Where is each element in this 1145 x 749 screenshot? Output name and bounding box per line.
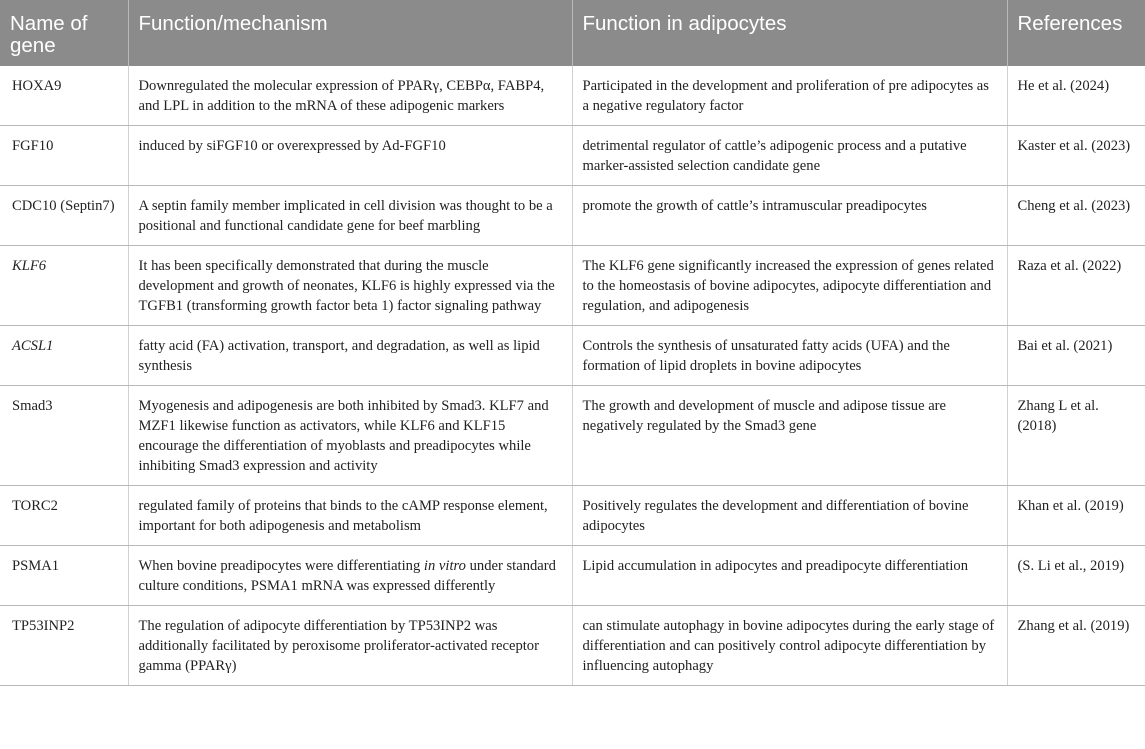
header-mechanism: Function/mechanism (128, 0, 572, 66)
reference-cell: Zhang et al. (2019) (1007, 606, 1145, 686)
adipocyte-function-cell: Positively regulates the development and differentiation of bovine adipocytes (572, 486, 1007, 546)
reference-cell: Zhang L et al. (2018) (1007, 386, 1145, 486)
table-row (0, 246, 1145, 326)
mechanism-text-part: under standard culture conditions, PSMA1 mRNA was expressed differently (138, 558, 556, 594)
reference-cell: He et al. (2024) (1007, 66, 1145, 126)
header-adipocytes: Function in adipocytes (572, 0, 1007, 66)
gene-name: TP53INP2 (0, 606, 128, 686)
mechanism-cell: Downregulated the molecular expression of PPARγ, CEBPα, FABP4, and LPL in addition to the mRNA of these adipogenic markers (128, 66, 572, 126)
adipocyte-function-cell: can stimulate autophagy in bovine adipocytes during the early stage of differentiation and can positively control adipocyte differentiation by influencing autophagy (572, 606, 1007, 686)
adipocyte-function-cell: The growth and development of muscle and adipose tissue are negatively regulated by the Smad3 gene (572, 386, 1007, 486)
table-row (0, 546, 1145, 606)
mechanism-cell: Myogenesis and adipogenesis are both inhibited by Smad3. KLF7 and MZF1 likewise function as activators, while KLF6 and KLF15 encourage the differentiation of myoblasts and preadipocytes while inhibiting Smad3 expression and activity (128, 386, 572, 486)
mechanism-cell (128, 546, 572, 606)
gene-name: ACSL1 (0, 326, 128, 386)
adipocyte-function-cell: Participated in the development and proliferation of pre adipocytes as a negative regulatory factor (572, 66, 1007, 126)
adipocyte-function-cell: detrimental regulator of cattle’s adipogenic process and a putative marker-assisted selection candidate gene (572, 126, 1007, 186)
reference-cell: Khan et al. (2019) (1007, 486, 1145, 546)
mechanism-cell: It has been specifically demonstrated that during the muscle development and growth of neonates, KLF6 is highly expressed via the TGFB1 (transforming growth factor beta 1) factor signaling pathway (128, 246, 572, 326)
mechanism-cell: regulated family of proteins that binds to the cAMP response element, important for both adipogenesis and metabolism (128, 486, 572, 546)
reference-cell: Kaster et al. (2023) (1007, 126, 1145, 186)
table-row (0, 326, 1145, 386)
reference-cell: Cheng et al. (2023) (1007, 186, 1145, 246)
header-references: References (1007, 0, 1145, 66)
gene-name: TORC2 (0, 486, 128, 546)
table-row (0, 186, 1145, 246)
gene-name: HOXA9 (0, 66, 128, 126)
mechanism-text-part: When bovine preadipocytes were differentiating (138, 558, 424, 574)
adipocyte-function-cell: The KLF6 gene significantly increased the expression of genes related to the homeostasis of bovine adipocytes, adipocyte differentiation and regulation, and adipogenesis (572, 246, 1007, 326)
adipocyte-function-cell: Lipid accumulation in adipocytes and preadipocyte differentiation (572, 546, 1007, 606)
reference-cell: Raza et al. (2022) (1007, 246, 1145, 326)
mechanism-cell: A septin family member implicated in cell division was thought to be a positional and functional candidate gene for beef marbling (128, 186, 572, 246)
adipocyte-function-cell: Controls the synthesis of unsaturated fatty acids (UFA) and the formation of lipid droplets in bovine adipocytes (572, 326, 1007, 386)
gene-name: Smad3 (0, 386, 128, 486)
reference-cell: (S. Li et al., 2019) (1007, 546, 1145, 606)
table-row (0, 126, 1145, 186)
reference-cell: Bai et al. (2021) (1007, 326, 1145, 386)
gene-name: PSMA1 (0, 546, 128, 606)
header-row (0, 0, 1145, 66)
mechanism-cell: fatty acid (FA) activation, transport, and degradation, as well as lipid synthesis (128, 326, 572, 386)
adipocyte-function-cell: promote the growth of cattle’s intramuscular preadipocytes (572, 186, 1007, 246)
table-row (0, 606, 1145, 686)
header-gene: Name of gene (0, 0, 128, 66)
table-row (0, 386, 1145, 486)
mechanism-italic-term: in vitro (423, 558, 466, 574)
gene-name: KLF6 (0, 246, 128, 326)
table-row (0, 66, 1145, 126)
mechanism-cell: The regulation of adipocyte differentiation by TP53INP2 was additionally facilitated by peroxisome proliferator-activated receptor gamma (PPARγ) (128, 606, 572, 686)
gene-name: CDC10 (Septin7) (0, 186, 128, 246)
mechanism-cell: induced by siFGF10 or overexpressed by Ad-FGF10 (128, 126, 572, 186)
gene-name: FGF10 (0, 126, 128, 186)
table-row (0, 486, 1145, 546)
